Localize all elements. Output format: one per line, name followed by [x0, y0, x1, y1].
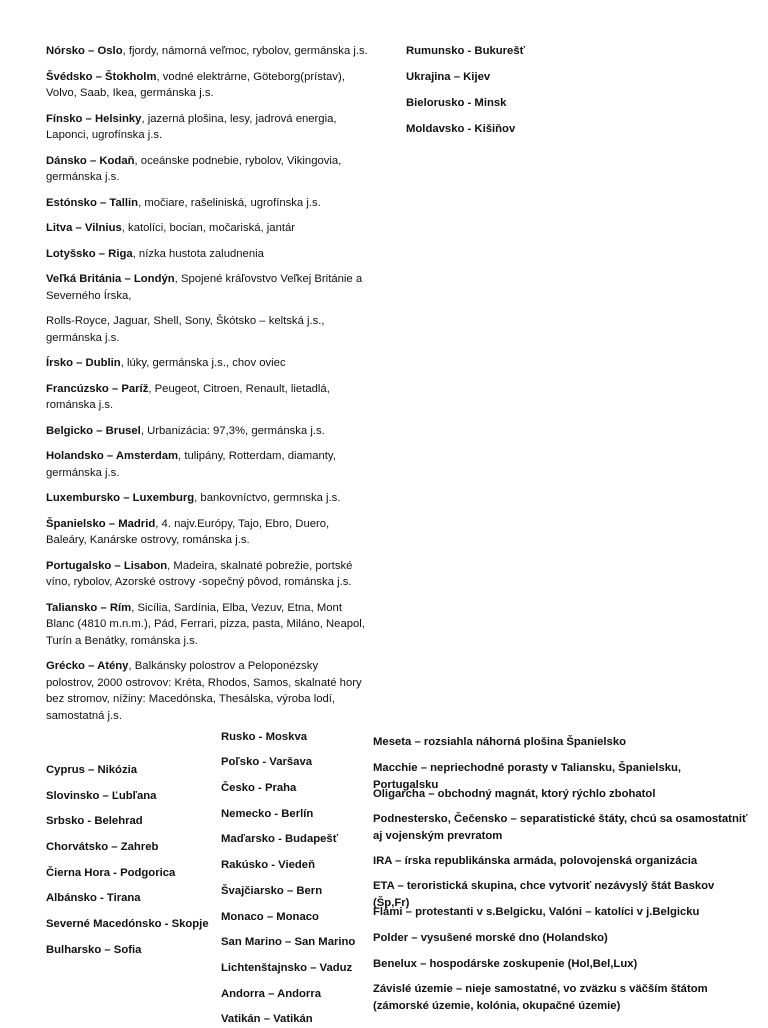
note-title: Nórsko – Oslo — [46, 45, 123, 57]
term-item: Závislé územie – nieje samostatné, vo zväzku s väčším štátom (zámorské územie, kolónia, okupačné územie) — [373, 983, 708, 1012]
capital-item: Ukrajina – Kijev — [406, 71, 491, 83]
note-text: , Balkánsky polostrov a Peloponézsky polostrov, 2000 ostrovov: Kréta, Rhodos, Samos, skalnaté hory bez stromov, nížiny: Macedónska, Thesálska, výroba lodí, samostatná j.s. — [46, 660, 362, 722]
capital-item: Bielorusko - Minsk — [406, 97, 507, 109]
note-taliansko — [46, 600, 368, 650]
term-item: Polder – vysušené morské dno (Holandsko) — [373, 932, 608, 944]
capital-item: Maďarsko - Budapešť — [221, 833, 339, 845]
term-item: ETA – teroristická skupina, chce vytvoriť nezávyslý štát Baskov (Šp,Fr) — [373, 880, 715, 909]
capital-item: Moldavsko - Kišiňov — [406, 123, 516, 135]
capital-item: Poľsko - Varšava — [221, 756, 313, 768]
note-title: Veľká Británia – Londýn — [46, 273, 175, 285]
note-text: , Madeira, skalnaté pobrežie, portské víno, rybolov, Azorské ostrovy -sopečný pôvod, románska j.s. — [46, 559, 353, 588]
capital-item: Slovinsko – Ľubľana — [46, 790, 157, 802]
capital-item: Švajčiarsko – Bern — [221, 885, 323, 897]
note-text: , Spojené kráľovstvo Veľkej Británie a Severného Írska, — [46, 273, 363, 302]
note-text: , Peugeot, Citroen, Renault, lietadlá, románska j.s. — [46, 382, 330, 411]
note-belgicko — [46, 423, 368, 440]
capital-item: Bulharsko – Sofia — [46, 944, 142, 956]
note-holandsko — [46, 448, 368, 481]
capital-item: Lichtenštajnsko – Vaduz — [221, 962, 353, 974]
note-text: , bankovníctvo, germnska j.s. — [194, 492, 341, 504]
note-dansko — [46, 153, 368, 186]
note-litva — [46, 220, 368, 237]
note-luxembursko — [46, 490, 368, 507]
note-title: Belgicko – Brusel — [46, 424, 141, 437]
term-item: IRA – írska republikánska armáda, polovojenská organizácia — [373, 855, 698, 867]
note-text: , oceánske podnebie, rybolov, Vikingovia, germánska j.s. — [46, 154, 342, 183]
capital-item: Rakúsko - Viedeň — [221, 859, 315, 871]
note-spanielsko — [46, 516, 368, 549]
capital-item: Čierna Hora - Podgorica — [46, 867, 176, 879]
note-svedsko — [46, 69, 368, 102]
note-title: Francúzsko – Paríž — [46, 382, 149, 395]
note-text: , nízka hustota zaludnenia — [132, 247, 264, 260]
note-text: , 4. najv.Európy, Tajo, Ebro, Duero, Baleáry, Kanárske ostrovy, románska j.s. — [46, 517, 330, 546]
note-text: , močiare, rašeliniská, ugrofínska j.s. — [138, 196, 321, 209]
capital-item: Rumunsko - Bukurešť — [406, 45, 526, 57]
note-title: Litva – Vilnius — [46, 222, 122, 234]
note-title: Luxembursko – Luxemburg — [46, 492, 195, 504]
term-item: Oligarcha – obchodný magnát, ktorý rýchlo zbohatol — [373, 788, 656, 800]
note-text: , fjordy, námorná veľmoc, rybolov, germánska j.s. — [122, 45, 368, 57]
note-velka-britania — [46, 271, 368, 304]
note-portugalsko — [46, 558, 368, 591]
note-title: Fínsko – Helsinky — [46, 112, 142, 125]
note-title: Švédsko – Štokholm — [46, 70, 157, 83]
note-norsko — [46, 43, 368, 60]
capital-item: Cyprus – Nikózia — [46, 764, 138, 776]
note-text: , lúky, germánska j.s., chov oviec — [120, 357, 286, 369]
country-notes-column — [46, 43, 368, 733]
note-title: Írsko – Dublin — [46, 357, 121, 369]
capital-item: Chorvátsko – Zahreb — [46, 841, 159, 853]
note-text: , Urbanizácia: 97,3%, germánska j.s. — [140, 424, 325, 437]
note-title: Portugalsko – Lisabon — [46, 559, 168, 572]
note-title: Lotyšsko – Riga — [46, 247, 133, 260]
note-title: Taliansko – Rím — [46, 601, 132, 614]
note-title: Grécko – Atény — [46, 660, 129, 672]
note-title: Španielsko – Madrid — [46, 517, 156, 530]
note-francuzsko — [46, 381, 368, 414]
term-item: Meseta – rozsiahla náhorná plošina Španielsko — [373, 736, 627, 748]
capital-item: San Marino – San Marino — [221, 936, 356, 948]
term-item: Flámi – protestanti v s.Belgicku, Valóni – katolíci v j.Belgicku — [373, 906, 700, 918]
note-text: , tulipány, Rotterdam, diamanty, germánska j.s. — [46, 450, 336, 479]
capital-item: Severné Macedónsko - Skopje — [46, 918, 209, 930]
note-lotyssko — [46, 246, 368, 263]
capital-item: Nemecko - Berlín — [221, 808, 314, 820]
capital-item: Monaco – Monaco — [221, 911, 319, 923]
note-text: Rolls-Royce, Jaguar, Shell, Sony, Škótsko – keltská j.s., germánska j.s. — [46, 315, 325, 344]
note-title: Holandsko – Amsterdam — [46, 450, 179, 462]
term-item: Macchie – nepriechodné porasty v Taliansku, Španielsku, Portugalsku — [373, 762, 682, 791]
note-title: Dánsko – Kodaň — [46, 154, 135, 167]
capital-item: Srbsko - Belehrad — [46, 815, 143, 827]
capital-item: Andorra – Andorra — [221, 988, 322, 1000]
note-text: , katolíci, bocian, močariská, jantár — [121, 222, 296, 234]
note-velka-britania-cont — [46, 313, 368, 346]
note-irsko — [46, 355, 368, 372]
term-item: Podnestersko, Čečensko – separatistické štáty, chcú sa osamostatniť aj vojenským prevratom — [373, 813, 748, 842]
note-grecko — [46, 658, 368, 724]
note-text: , jazerná plošina, lesy, jadrová energia, Laponci, ugrofínska j.s. — [46, 112, 337, 141]
capital-item: Vatikán – Vatikán — [221, 1013, 313, 1025]
term-item: Benelux – hospodárske zoskupenie (Hol,Bel,Lux) — [373, 958, 638, 970]
note-title: Estónsko – Tallin — [46, 196, 139, 209]
note-text: , vodné elektrárne, Göteborg(prístav), Volvo, Saab, Ikea, germánska j.s. — [46, 70, 345, 99]
note-text: , Sicília, Sardínia, Elba, Vezuv, Etna, Mont Blanc (4810 m.n.m.), Pád, Ferrari, pizza, pasta, Miláno, Neapol, Turín a Benátky, románska j.s. — [46, 601, 365, 647]
note-finsko — [46, 111, 368, 144]
note-estonsko — [46, 195, 368, 212]
capital-item: Albánsko - Tirana — [46, 892, 141, 904]
capital-item: Rusko - Moskva — [221, 731, 308, 743]
capital-item: Česko - Praha — [221, 782, 297, 794]
